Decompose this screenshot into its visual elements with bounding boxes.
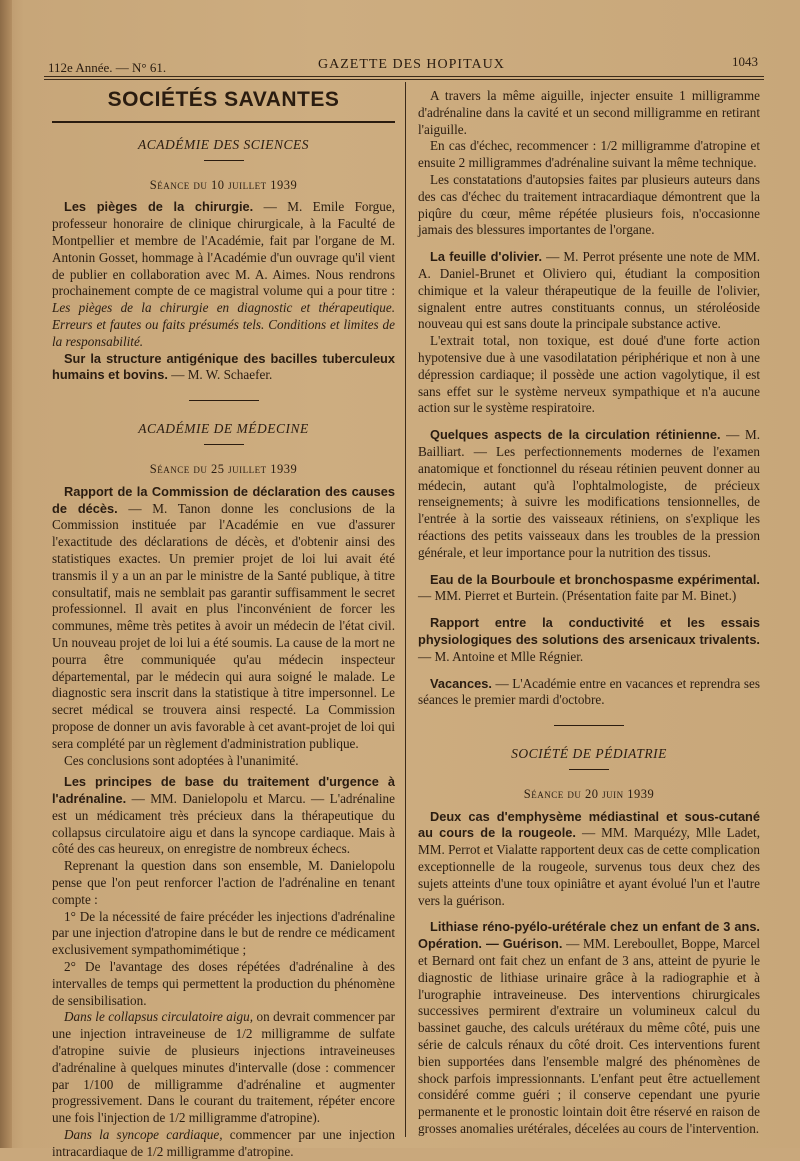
article-paragraph: Deux cas d'emphysème médiastinal et sous-cutané au cours de la rougeole. — MM. Marquézy, Mlle Ladet, MM. Perrot et Vialatte rapportent deux cas de cette complication exceptionnelle de la rougeole, survenus tous deux chez des sujets atteints d'une toux opiniâtre et ayant évolué l'un et l'autre vers la guérison.	[418, 808, 760, 908]
book-title: Les pièges de la chirurgie en diagnostic et thérapeutique. Erreurs et fautes ou faits présumés tels. Conditions et limites de la responsabilité.	[52, 300, 395, 349]
left-column	[52, 88, 395, 1161]
article-paragraph: En cas d'échec, recommencer : 1/2 milligramme d'atropine et ensuite 2 milligrammes d'adrénaline suivant la même technique.	[418, 138, 760, 171]
article-paragraph: A travers la même aiguille, injecter ensuite 1 milligramme d'adrénaline dans la cavité et un second milligramme en retirant l'aiguille.	[418, 88, 760, 137]
article-paragraph: Les principes de base du traitement d'urgence à l'adrénaline. — MM. Danielopolu et Marcu. — L'adrénaline est un médicament très précieux dans la thérapeutique du collapsus circulatoire aigu et dans la syncope cardiaque. Mais à côté des cas heureux, on enregistre de nombreux échecs.	[52, 774, 395, 857]
article-paragraph: Rapport de la Commission de déclaration des causes de décès. — M. Tanon donne les conclusions de la Commission instituée par l'Académie en vue d'assurer l'exactitude des déclarations de décès, et d'obtenir ainsi des statistiques exactes. Un premier projet de loi lui avait été transmis il y a un an par le ministre de la Santé publique, à titre consultatif, mais ne semblait pas garantir suffisamment le secret professionnel. Il avait en plus l'inconvénient de forcer les communes, même très petites à avoir un médecin de l'état civil. Un nouveau projet de loi lui a été soumis. La cause de la mort ne pourra être communiquée qu'au médecin inspecteur départemental, par le médecin qui aura soigné le malade. Le diagnostic sera inscrit dans la statistique à titre impersonnel. Le secret médical se trouvera ainsi respecté. La Commission propose de donner un avis favorable à cet avant-projet de loi qui sera complété par un règlement d'administration publique.	[52, 483, 395, 751]
article-paragraph: Rapport entre la conductivité et les essais physiologiques des solutions des arsenicaux trivalents. — M. Antoine et Mlle Régnier.	[418, 615, 760, 664]
article-paragraph: Lithiase réno-pyélo-urétérale chez un enfant de 3 ans. Opération. — Guérison. — MM. Lereboullet, Boppe, Marcel et Bernard ont fait chez un enfant de 3 ans, atteint de pyurie le diagnostic de lithiase urinaire grâce à la radiographie et à l'urographie intraveineuse. Des interventions chirurgicales successives permirent d'extraire un volumineux calcul du bassinet gauche, des calculs urétéraux du même côté, puis une série de calculs rénaux du côté droit. Ces interventions furent bien supportées dans l'ensemble malgré des phénomènes de shock parfois impressionnants. L'enfant peut être actuellement considéré comme guéri ; il conserve cependant une pyurie permanente et le pronostic lointain doit être réservé en raison de grosses anomalies urétérales, décelées au cours de l'intervention.	[418, 919, 760, 1137]
article-paragraph: 2° De l'avantage des doses répétées d'adrénaline à des intervalles de temps qui permettent la production du phénomène de sensibilisation.	[52, 959, 395, 1008]
article-paragraph: Les pièges de la chirurgie. — M. Emile Forgue, professeur honoraire de clinique chirurgicale, à la Faculté de Montpellier et membre de l'Académie, fait par l'organe de M. Antonin Gosset, hommage à l'Académie d'un ouvrage qu'il vient de publier en collaboration avec M. A. Aimes. Nous rendrons prochainement compte de ce magistral volume qui a pour titre : Les pièges de la chirurgie en diagnostic et thérapeutique. Erreurs et fautes ou faits présumés tels. Conditions et limites de la responsabilité.	[52, 199, 396, 349]
societe-pediatrie-heading: SOCIÉTÉ DE PÉDIATRIE	[511, 746, 667, 762]
header-rule-double	[44, 79, 764, 80]
session-date: Séance du 20 juin 1939	[523, 786, 655, 801]
page-header	[48, 54, 758, 76]
page-number: 1043	[732, 54, 758, 69]
article-paragraph: La feuille d'olivier. — M. Perrot présente une note de MM. A. Daniel-Brunet et Oliviero qui, étudiant la composition chimique et la valeur thérapeutique de la feuille de l'olivier, signalent entre autres constituants connus, un stéroléoside nouveau qui est sans doute la principale substance active.	[418, 249, 760, 332]
article-paragraph: Vacances. — L'Académie entre en vacances et reprendra ses séances le premier mardi d'octobre.	[418, 675, 760, 708]
article-title: Vacances.	[430, 675, 492, 691]
academie-medecine-heading: ACADÉMIE DE MÉDECINE	[138, 421, 309, 437]
article-paragraph: 1° De la nécessité de faire précéder les injections d'adrénaline par une injection d'atropine dans le but de rendre ce médicament exclusivement sympathomimétique ;	[52, 908, 395, 958]
article-paragraph: Dans la syncope cardiaque, commencer par une injection intracardiaque de 1/2 milligramme d'atropine.	[52, 1127, 395, 1159]
article-paragraph: Eau de la Bourboule et bronchospasme expérimental. — MM. Pierret et Burtein. (Présentation faite par M. Binet.)	[418, 571, 760, 604]
article-paragraph: Ces conclusions sont adoptées à l'unanimité.	[64, 752, 299, 768]
divider	[554, 725, 624, 726]
article-title: Sur la structure antigénique des bacilles tuberculeux humains et bovins.	[52, 350, 395, 383]
article-title: Les principes de base du traitement d'urgence à l'adrénaline.	[52, 774, 395, 807]
page-spine-shadow	[0, 0, 12, 1148]
article-title: Les pièges de la chirurgie.	[64, 199, 254, 215]
article-paragraph: L'extrait total, non toxique, est doué d'une forte action hypotensive due à une vasodilatation périphérique et non à une dépression cardiaque; il possède une action vagolytique, il est sans effet sur le système nerveux sympathique et n'a aucune action sur le système respiratoire.	[418, 333, 760, 416]
session-date: Séance du 10 juillet 1939	[149, 177, 298, 192]
article-title: Eau de la Bourboule et bronchospasme expérimental.	[430, 571, 760, 587]
article-title: Rapport entre la conductivité et les essais physiologiques des solutions des arsenicaux trivalents.	[418, 615, 760, 647]
article-paragraph: Sur la structure antigénique des bacilles tuberculeux humains et bovins. — M. W. Schaefer.	[52, 350, 395, 383]
column-divider	[405, 82, 406, 1137]
divider	[204, 160, 244, 161]
title-rule	[52, 121, 395, 123]
header-rule	[44, 76, 764, 77]
divider	[569, 769, 609, 770]
article-title: Deux cas d'emphysème médiastinal et sous-cutané au cours de la rougeole.	[418, 808, 760, 841]
academie-sciences-heading: ACADÉMIE DES SCIENCES	[138, 136, 309, 152]
article-title: Lithiase réno-pyélo-urétérale chez un enfant de 3 ans. Opération. — Guérison.	[418, 919, 760, 952]
right-column	[418, 88, 760, 1138]
section-main-title: SOCIÉTÉS SAVANTES	[107, 88, 340, 111]
journal-title: GAZETTE DES HOPITAUX	[318, 57, 505, 72]
article-paragraph: Reprenant la question dans son ensemble, M. Danielopolu pense que l'on peut renforcer l'action de l'adrénaline en tenant compte :	[52, 858, 395, 907]
issue-info: 112e Année. — N° 61.	[48, 60, 167, 75]
divider	[189, 400, 259, 401]
divider	[204, 444, 244, 445]
article-title: Rapport de la Commission de déclaration des causes de décès.	[52, 483, 395, 516]
article-paragraph: Les constatations d'autopsies faites par plusieurs auteurs dans des cas d'échec du traitement intracardiaque démontrent que la piqûre du cœur, même répétée plusieurs fois, n'occasionne jamais des blessures importantes de l'organe.	[418, 171, 760, 238]
article-title: Quelques aspects de la circulation rétinienne.	[430, 427, 721, 443]
session-date: Séance du 25 juillet 1939	[149, 461, 298, 476]
article-paragraph: Dans le collapsus circulatoire aigu, on devrait commencer par une injection intraveineuse de 1/2 milligramme de sulfate d'atropine suivie de plusieurs injections intraveineuses d'adrénaline à quelques minutes d'intervalle (dose : commencer par 1/100 de milligramme d'adrénaline et augmenter progressivement. Dans le courant du traitement, répéter encore une fois l'injection de 1/2 milligramme d'atropine).	[52, 1009, 395, 1126]
article-title: La feuille d'olivier.	[430, 249, 543, 265]
article-paragraph: Quelques aspects de la circulation rétinienne. — M. Bailliart. — Les perfectionnements modernes de l'examen anatomique et fonctionnel du réseau rétinien peuvent donner au médecin, autant qu'à l'ophtalmologiste, de précieux renseignements; à suivre les modifications tensionnelles, de l'entrée à la sortie des vaisseaux rétiniens, on s'explique les réactions des petits vaisseaux dans les troubles de la pression générale, et leur importance pour la nutrition des tissus.	[418, 427, 760, 560]
